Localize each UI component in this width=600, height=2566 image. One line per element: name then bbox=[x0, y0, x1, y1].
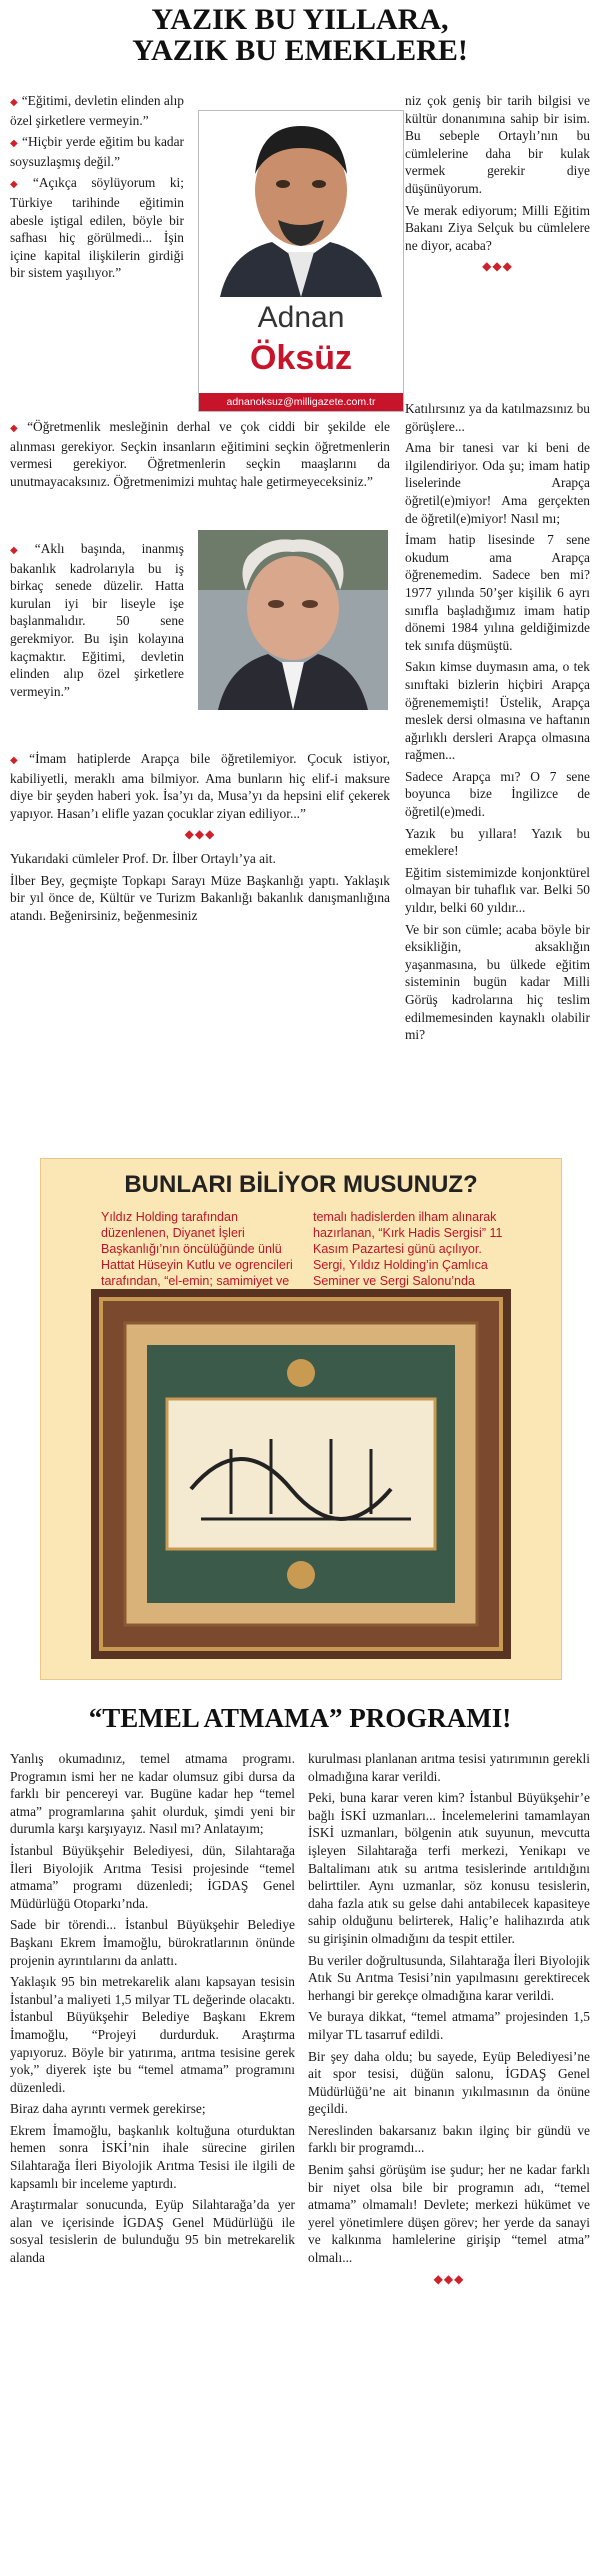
separator-diamonds: ◆◆◆ bbox=[482, 259, 513, 274]
article2-right-para-2: Peki, buna karar veren kim? İstanbul Büyükşehir’e bağlı İSKİ uzmanları... İncelemelerini tamamlayan İSKİ uzmanları, bölgenin atık suyunun, mevcutta işleyen Silahtarağa terfi merkezi, Yenikapı ve Baltalimanı atık su arıtma tesislerinde arıtıldığını belirttiler. Aynı uzmanlar, söz konusu tesislerin, daha fazla atık su gelse dahi antabilecek kapasiteye sahip olduğunu belirterek, Haliç’e halihazırda atık su girişinin olmadığını da tespit ettiler. bbox=[308, 1790, 590, 1946]
info-box-text-left: Yıldız Holding tarafından düzenlenen, Diyanet İşleri Başkanlığı’nın öncülüğünde ünlü Hattat Hüseyin Kutlu ve ogrencileri tarafından, “el-emin; samimiyet ve bbox=[101, 1210, 293, 1288]
article1-right-column bbox=[405, 92, 590, 282]
article1-right-para-10: Ve bir son cümle; acaba böyle bir eksikliğin, aksaklığın yaşanmasına, bu ülkede eğitim sisteminin bugün kadar Milli Görüş kadrolarına hiç teslim edilmemesinden kaynaklı olabilir mi? bbox=[405, 921, 590, 1043]
separator-diamonds: ◆◆◆ bbox=[433, 2271, 465, 2286]
article1-title bbox=[0, 4, 600, 66]
article1-right-para-2: Ve merak ediyorum; Milli Eğitim Bakanı Ziya Selçuk bu cümlelere ne diyor, acaba? bbox=[405, 202, 590, 253]
article1-right-para-4: Ama bir tanesi var ki beni de ilgilendiriyor. Oda şu; imam hatip liselerinde Arapça öğretil(e)miyor! Ama gerçekten de öğretil(e)miyor! Nasıl mı; bbox=[405, 440, 590, 526]
article1-full-column-a bbox=[10, 418, 390, 494]
article2-right-column bbox=[308, 1750, 590, 2294]
article2-left-para-7: Araştırmalar sonucunda, Eyüp Silahtarağa’da yer alan ve içerisinde İGDAŞ Genel Müdürlüğü ile sosyal tesislerin de bulunduğu 95 bin metrekarelik alanda bbox=[10, 2197, 295, 2266]
author-email-bar bbox=[199, 393, 403, 411]
article1-right-para-7: Sadece Arapça mı? O 7 sene boyunca bize İngilizce de öğretil(e)medi. bbox=[405, 768, 590, 820]
article1-left-para-7: Yukarıdaki cümleler Prof. Dr. İlber Ortaylı’ya ait. bbox=[10, 850, 276, 866]
article1-left-para-8: İlber Bey, geçmişte Topkapı Sarayı Müze Başkanlığı yaptı. Yaklaşık bir yıl önce de, Kültür ve Turizm Bakanlığı bakanlık danışmanlığına atandı. Beğenirsiniz, beğenmesiniz bbox=[10, 872, 390, 923]
article1-left-para-2: ◆ “Hiçbir yerde eğitim bu kadar soysuzlaşmış değil.” bbox=[10, 133, 184, 170]
info-box-title: BUNLARI BİLİYOR MUSUNUZ? bbox=[124, 1171, 478, 1198]
article1-right-para-6: Sakın kimse duymasın ama, o tek sınıftaki bizlerin hiçbiri Arapça öğrenememişti! Üstelik, Arapça meslek dersi olmasına ve haftanın ağırlıklı dersleri Arapça olmasına rağmen... bbox=[405, 659, 590, 763]
article2-left-para-4: Yaklaşık 95 bin metrekarelik alanı kapsayan tesisin İstanbul’a maliyeti 1,5 milyar TL değerinde olacaktı. İstanbul Büyükşehir Belediye Başkanı Ekrem İmamoğlu, “Projeyi durdurduk. Araştırma yapıyoruz. Böyle bir yatırıma, arıtma tesisine gerek yok,” diyerek işte bu “temel atmama” programını düzenledi. bbox=[10, 1974, 295, 2095]
article1-left-para-1: ◆ “Eğitimi, devletin elinden alıp özel şirketlere vermeyin.” bbox=[10, 92, 184, 129]
author-first-name: Adnan bbox=[257, 301, 345, 334]
article2-left-para-2: İstanbul Büyükşehir Belediyesi, dün, Silahtarağa İleri Biyolojik Arıtma Tesisi projesinde “temel atmama” programı düzenledi; İGDAŞ Genel Müdürlüğü Otoparkı’nda. bbox=[10, 1842, 295, 1911]
article2-right-para-4: Ve buraya dikkat, “temel atmama” projesinden 1,5 milyar TL tasarruf edildi. bbox=[308, 2009, 590, 2042]
article2-right-para-5: Bir şey daha oldu; bu sayede, Eyüp Belediyesi’ne ait spor tesisi, düğün salonu, İGDAŞ Genel Müdürlüğü’ne ait binanın yıkılmasının da önüne geçildi. bbox=[308, 2048, 590, 2117]
author-email: adnanoksuz@milligazete.com.tr bbox=[226, 396, 376, 408]
article1-right-column-b bbox=[405, 400, 590, 1048]
article2-right-para-1: kurulması planlanan arıtma tesisi yatırımının gerekli olmadığına karar verildi. bbox=[308, 1751, 590, 1784]
separator-diamonds: ◆◆◆ bbox=[184, 827, 216, 842]
article2-title: “TEMEL ATMAMA” PROGRAMI! bbox=[88, 1703, 512, 1733]
article1-right-para-5: İmam hatip lisesinde 7 sene okudum ama Arapça öğrenemedim. Sadece ben mi? 1977 yılında 50’şer kişilik 6 ayrı sınıfla başladığımız imam hatip dönemi 1984 yılına geldiğimizde tek sınıfa düşmüştü. bbox=[405, 532, 590, 653]
calligraphy-artwork bbox=[91, 1289, 511, 1659]
article2-left-para-5: Biraz daha ayrıntı vermek gerekirse; bbox=[10, 2101, 206, 2117]
article1-right-para-3: Katılırsınız ya da katılmazsınız bu görüşlere... bbox=[405, 401, 590, 434]
article2-left-para-3: Sade bir törendi... İstanbul Büyükşehir Belediye Başkanı Ekrem İmamoğlu, bürokratlarının önünde projenin ayrıntılarını da anlattı. bbox=[10, 1917, 295, 1968]
article1-right-para-8: Yazık bu yıllara! Yazık bu emeklere! bbox=[405, 825, 590, 859]
article1-left-para-3: ◆ “Açıkça söylüyorum ki; Türkiye tarihinde eğitimin abesle iştigal edilen, böyle bir safhası hiç görülmedi... İşin içine kapital ilişkilerin girdiği bir sistem yaşılıyor.” bbox=[10, 174, 184, 282]
article2-left-column bbox=[10, 1750, 295, 2271]
author-box bbox=[198, 110, 404, 412]
article1-full-column-b bbox=[10, 750, 390, 928]
article1-left-para-4: ◆ “Öğretmenlik mesleğinin derhal ve çok ciddi bir şekilde ele alınması gerekiyor. Seçkin insanların eğitimini seçkin öğretmenlerin vermesi gerekiyor. Öğretmenlerin seçkin maaşlarını da unutmayacaksınız. Öğretmenimizi muhtaç hale getirmeyeceksiniz.” bbox=[10, 418, 390, 490]
author-last-name: Öksüz bbox=[249, 339, 353, 377]
article1-right-para-9: Eğitim sistemimizde konjonktürel olmayan bir tuhaflık var. Belki 50 yıldır, belki 60 yıldır... bbox=[405, 864, 590, 916]
article2-right-para-7: Benim şahsi görüşüm ise şudur; her ne kadar farklı bir niyet olsa bile bir programın adı, “temel atmama” olmamalı! Devlete; merkezi hükümet ve yerel yönetimlere düşen görev; her yerde da sanayi ve kalkınma hamlelerine girişip “temel atma” olmalı... bbox=[308, 2162, 590, 2266]
info-box-text-right: temalı hadislerden ilham alınarak hazırlanan, “Kırk Hadis Sergisi” 11 Kasım Pazartesi günü açılıyor. Sergi, Yıldız Holding’in Çamlıca Seminer ve Sergi Salonu’nda bbox=[313, 1210, 503, 1288]
article1-title-line1: YAZIK BU YILLARA, bbox=[151, 3, 449, 36]
article2-right-para-3: Bu veriler doğrultusunda, Silahtarağa İleri Biyolojik Atık Su Arıtma Tesisi’nin yapılmasını gerektirecek herhangi bir gerekçe olmadığına karar verildi. bbox=[308, 1952, 590, 2003]
author-photo bbox=[200, 112, 402, 297]
article2-right-para-6: Nereslinden bakarsanız bakın ilginç bir gündü ve farklı bir programdı... bbox=[308, 2122, 590, 2156]
article1-left-para-6: ◆ “İmam hatiplerde Arapça bile öğretilemiyor. Çocuk istiyor, kabiliyetli, meraklı ama bilmiyor. Ama bunların hiç elif-i maksure diye bir şeyden haberi yok. İsa’yı da, Musa’yı da hepsini elif çekerek yapıyor. Hasan’ı elifle yazan çocuklar ziyan ediliyor...” bbox=[10, 750, 390, 822]
article1-left-column-b bbox=[10, 540, 184, 704]
article1-right-para-1: niz çok geniş bir tarih bilgisi ve kültür donanımına sahip bir isim. Bu sebeple Ortaylı’nın bu cümlelerine daha bir kulak vermek gerekir diye düşünüyorum. bbox=[405, 93, 590, 196]
article1-left-column bbox=[10, 92, 184, 286]
article1-left-para-5: ◆ “Aklı başında, inanmış bakanlık kadrolarıyla bu iş birkaç senede düzelir. Hatta kurulan iyi bir liseyle işe başlanmalıdır. 50 sene gerekmiyor. Bu işin kolayına kaçmaktır. Eğitimi, devletin elinden alıp özel şirketlere vermeyin.” bbox=[10, 540, 184, 700]
article2-left-para-6: Ekrem İmamoğlu, başkanlık koltuğuna oturduktan hemen sonra İSKİ’nin ihale sürecine girilen Silahtarağa İleri Biyolojik Arıtma Tesisi ile ilgili de kapsamlı bir inceleme yaptırdı. bbox=[10, 2122, 295, 2191]
info-box bbox=[40, 1158, 562, 1680]
article2-left-para-1: Yanlış okumadınız, temel atmama programı. Programın ismi her ne kadar olumsuz gibi dursa da farklı bir pencereyi var. Bugüne kadar hep “temel atma” programlarına şahit olurduk, şimdi yeni bir durumla karşı karşıyayız. Nasıl mı? Anlatayım; bbox=[10, 1751, 295, 1837]
article1-title-line2: YAZIK BU EMEKLERE! bbox=[132, 34, 468, 67]
ilber-ortayli-photo bbox=[198, 530, 388, 710]
